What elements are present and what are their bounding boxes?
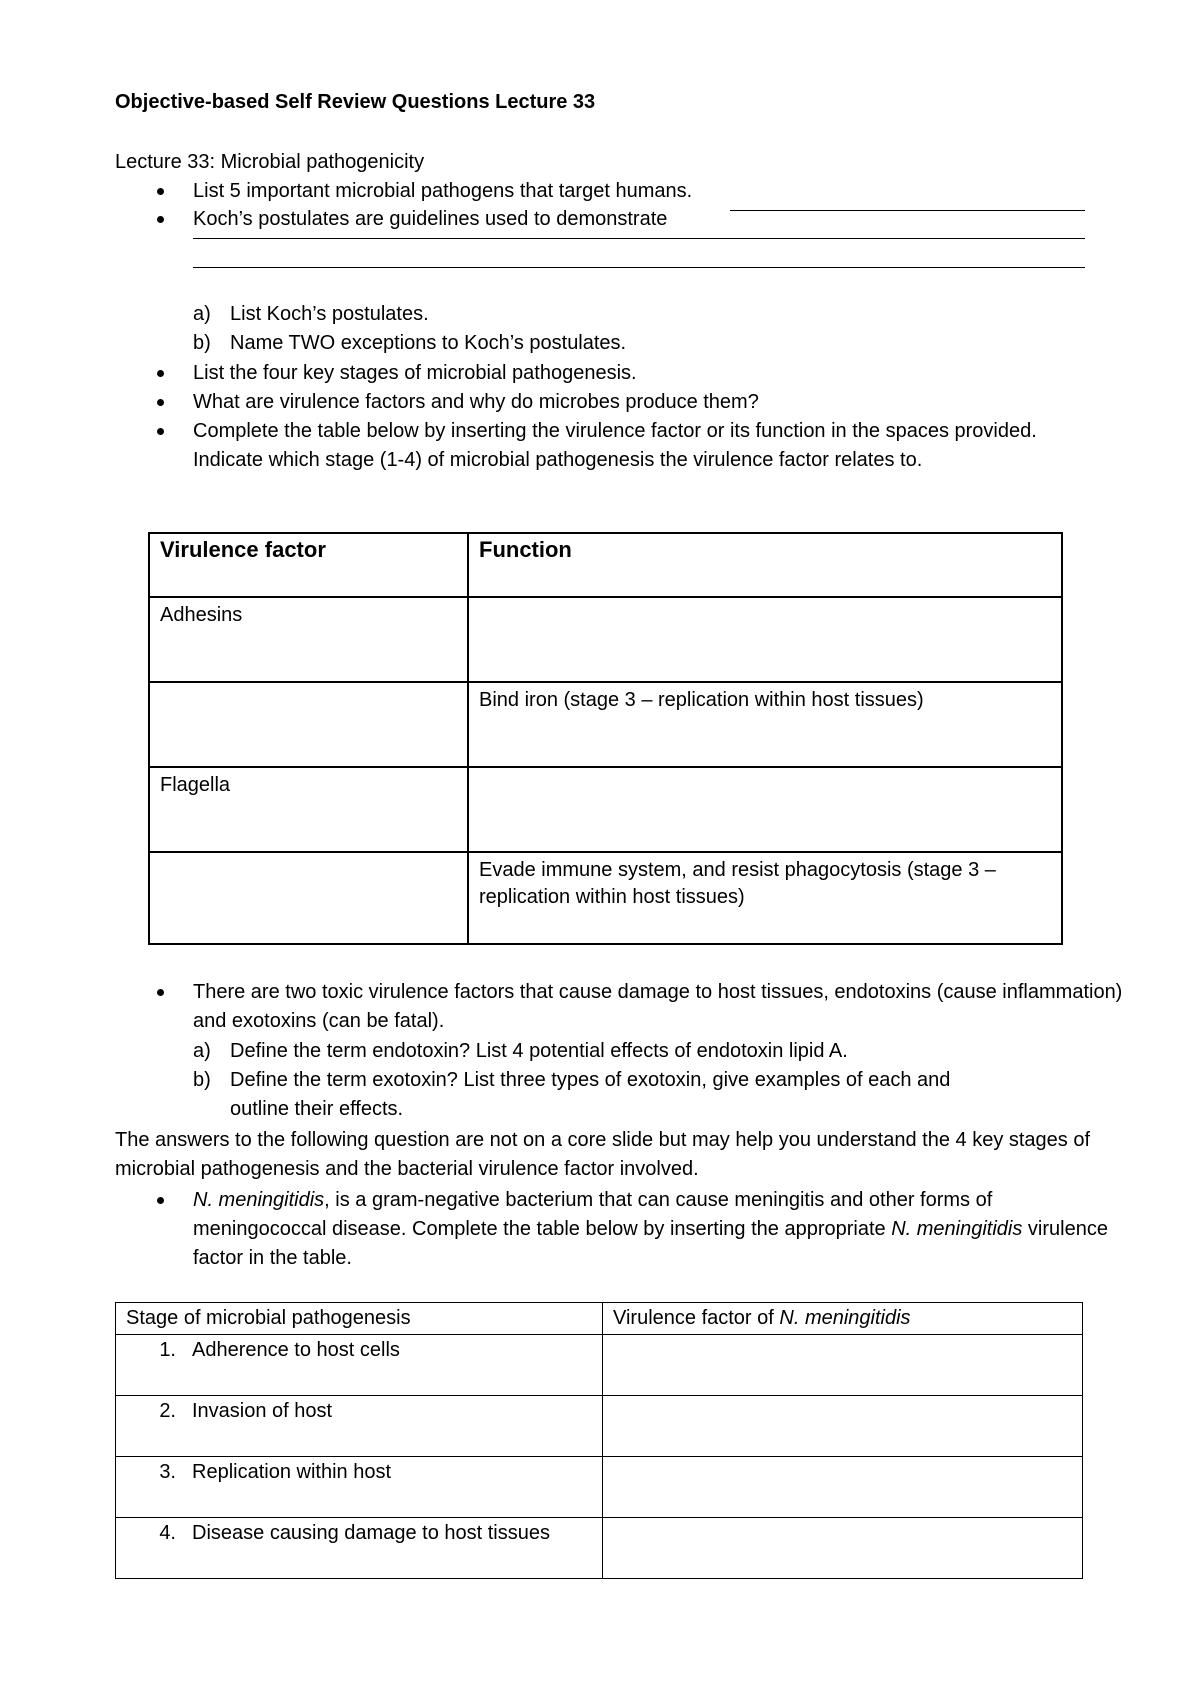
stage-cell <box>116 1335 603 1396</box>
bullet-text: List the four key stages of microbial pathogenesis. <box>193 362 637 384</box>
text-run: , is a gram-negative bacterium that can cause meningitis and other forms of meningococcal disease. Complete the table below by inserting the appropriate <box>193 1189 993 1240</box>
virulence-factor-table <box>148 532 1063 945</box>
bullet-dot <box>157 428 164 435</box>
header-virulence-factor: Virulence factor <box>149 533 468 597</box>
factor-cell[interactable] <box>603 1335 1083 1396</box>
bullet-dot <box>157 399 164 406</box>
table-row <box>149 682 1062 767</box>
header-virulence-factor <box>603 1303 1083 1335</box>
table-row <box>116 1396 1083 1457</box>
stage-cell <box>116 1518 603 1579</box>
sub-label: a) <box>193 1040 211 1062</box>
function-cell[interactable]: Evade immune system, and resist phagocytosis (stage 3 – replication within host tissues) <box>468 852 1062 944</box>
stage-label: Replication within host <box>192 1461 391 1483</box>
header-function: Function <box>468 533 1062 597</box>
bullet-dot <box>157 1197 164 1204</box>
bullet-text: What are virulence factors and why do microbes produce them? <box>193 391 759 413</box>
sub-label: a) <box>193 303 211 325</box>
document-title: Objective-based Self Review Questions Lecture 33 <box>115 91 596 113</box>
pathogenesis-table <box>115 1302 1083 1579</box>
stage-label: Adherence to host cells <box>192 1339 400 1361</box>
stage-cell <box>116 1457 603 1518</box>
function-cell[interactable] <box>468 767 1062 852</box>
factor-cell[interactable] <box>603 1457 1083 1518</box>
function-cell[interactable] <box>468 597 1062 682</box>
table-row <box>149 852 1062 944</box>
factor-cell[interactable] <box>603 1396 1083 1457</box>
italic-species: N. meningitidis <box>779 1307 911 1329</box>
function-cell[interactable]: Bind iron (stage 3 – replication within host tissues) <box>468 682 1062 767</box>
italic-species: N. meningitidis <box>193 1189 325 1211</box>
stage-number: 2. <box>159 1400 176 1422</box>
sub-label: b) <box>193 1069 211 1091</box>
table-row <box>116 1518 1083 1579</box>
sub-text: outline their effects. <box>230 1098 404 1120</box>
sub-text: Name TWO exceptions to Koch’s postulates. <box>230 332 627 354</box>
table-header-row <box>149 533 1062 597</box>
factor-cell[interactable]: Flagella <box>149 767 468 852</box>
answer-line[interactable] <box>730 210 1085 211</box>
bullet-text: Complete the table below by inserting the virulence factor or its function in the spaces provided. Indicate which stage (1-4) of microbial pathogenesis the virulence factor relates to. <box>193 420 1037 471</box>
factor-cell[interactable] <box>149 682 468 767</box>
header-text: Virulence factor of <box>613 1307 780 1329</box>
stage-number: 1. <box>159 1339 176 1361</box>
sub-text: Define the term exotoxin? List three types of exotoxin, give examples of each and <box>230 1069 951 1091</box>
table-row <box>149 597 1062 682</box>
table-row <box>116 1457 1083 1518</box>
table-row <box>149 767 1062 852</box>
bullet-dot <box>157 216 164 223</box>
sub-label: b) <box>193 332 211 354</box>
answer-line[interactable] <box>193 267 1085 268</box>
bullet-dot <box>157 188 164 195</box>
bullet-dot <box>157 989 164 996</box>
factor-cell[interactable] <box>149 852 468 944</box>
lecture-heading: Lecture 33: Microbial pathogenicity <box>115 151 425 173</box>
table-row <box>116 1335 1083 1396</box>
stage-number: 4. <box>159 1522 176 1544</box>
bullet-text: There are two toxic virulence factors that cause damage to host tissues, endotoxins (cause inflammation) and exotoxins (can be fatal). <box>193 981 1123 1032</box>
note-paragraph: The answers to the following question are not on a core slide but may help you understand the 4 key stages of microbial pathogenesis and the bacterial virulence factor involved. <box>115 1129 1091 1180</box>
answer-line[interactable] <box>193 238 1085 239</box>
stage-label: Disease causing damage to host tissues <box>192 1522 550 1544</box>
sub-text: List Koch’s postulates. <box>230 303 429 325</box>
table-header-row <box>116 1303 1083 1335</box>
stage-label: Invasion of host <box>192 1400 333 1422</box>
text-run: virulence factor in the table. <box>193 1218 1108 1269</box>
header-stage: Stage of microbial pathogenesis <box>116 1303 603 1335</box>
sub-text: Define the term endotoxin? List 4 potential effects of endotoxin lipid A. <box>230 1040 848 1062</box>
stage-number: 3. <box>159 1461 176 1483</box>
bullet-text: Koch’s postulates are guidelines used to demonstrate <box>193 208 668 230</box>
stage-cell <box>116 1396 603 1457</box>
factor-cell[interactable]: Adhesins <box>149 597 468 682</box>
factor-cell[interactable] <box>603 1518 1083 1579</box>
bullet-text <box>193 1186 1128 1273</box>
bullet-dot <box>157 370 164 377</box>
bullet-text: List 5 important microbial pathogens that target humans. <box>193 180 693 202</box>
italic-species: N. meningitidis <box>891 1218 1023 1240</box>
